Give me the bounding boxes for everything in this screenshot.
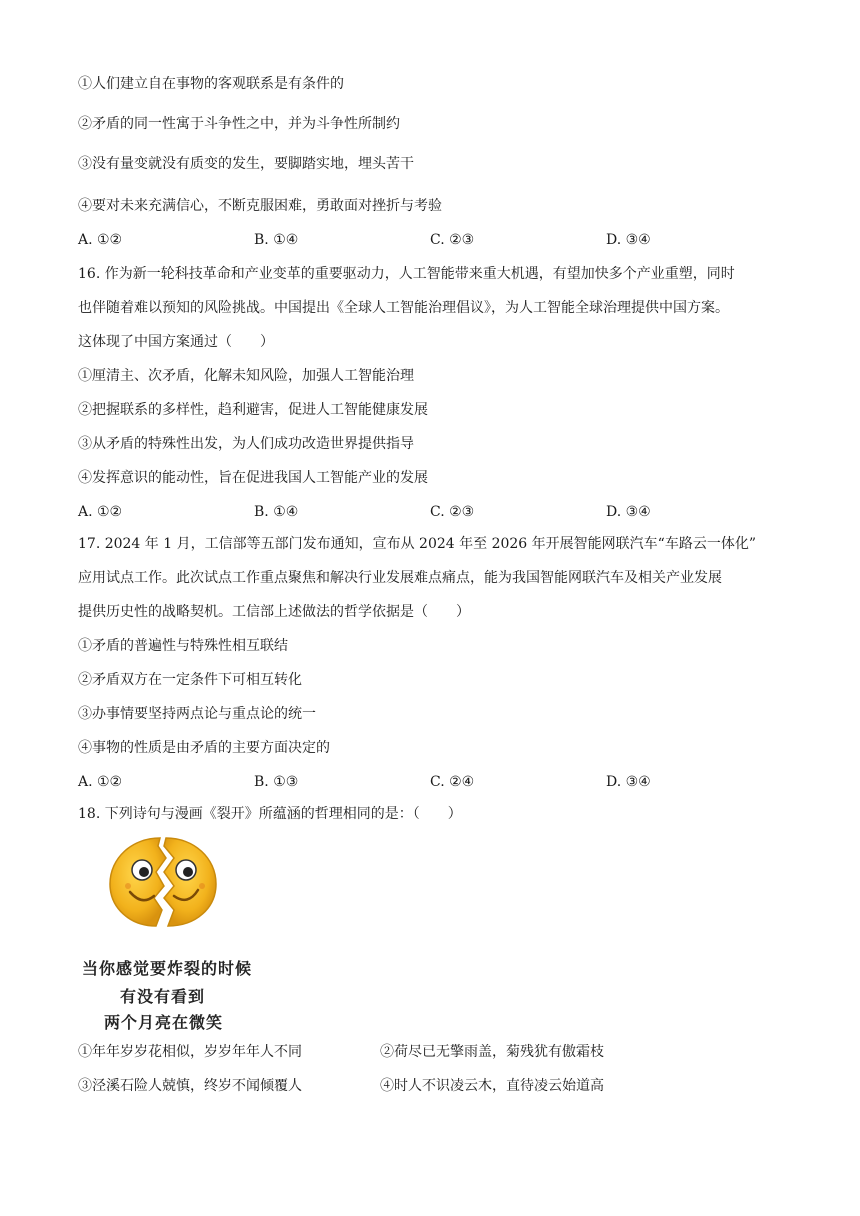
q16-item-1: ①厘清主、次矛盾，化解未知风险，加强人工智能治理 xyxy=(78,368,414,384)
q16-item-3: ③从矛盾的特殊性出发，为人们成功改造世界提供指导 xyxy=(78,436,414,452)
q18-item-4: ④时人不识凌云木，直待凌云始道高 xyxy=(380,1078,604,1094)
q16-options xyxy=(78,502,778,522)
option-c[interactable]: C. ②③ xyxy=(430,232,475,248)
option-a[interactable]: A. ①② xyxy=(78,774,123,790)
q17-item-4: ④事物的性质是由矛盾的主要方面决定的 xyxy=(78,740,330,756)
q16-stem-line-1: 16. 作为新一轮科技革命和产业变革的重要驱动力，人工智能带来重大机遇，有望加快多个产业重塑，同时 xyxy=(78,266,735,282)
q17-stem-line-2: 应用试点工作。此次试点工作重点聚焦和解决行业发展难点痛点，能为我国智能网联汽车及相关产业发展 xyxy=(78,570,722,586)
option-b[interactable]: B. ①④ xyxy=(254,504,299,520)
option-a[interactable]: A. ①② xyxy=(78,232,123,248)
q16-item-2: ②把握联系的多样性，趋利避害，促进人工智能健康发展 xyxy=(78,402,428,418)
q17-item-1: ①矛盾的普遍性与特殊性相互联结 xyxy=(78,638,288,654)
q18-items-row-1 xyxy=(78,1042,678,1062)
q15-item-2: ②矛盾的同一性寓于斗争性之中，并为斗争性所制约 xyxy=(78,116,400,132)
cartoon-caption-line-1: 当你感觉要炸裂的时候 xyxy=(82,959,253,978)
q15-item-3: ③没有量变就没有质变的发生，要脚踏实地，埋头苦干 xyxy=(78,156,414,172)
option-c[interactable]: C. ②③ xyxy=(430,504,475,520)
q15-item-4: ④要对未来充满信心，不断克服困难，勇敢面对挫折与考验 xyxy=(78,198,442,214)
option-c[interactable]: C. ②④ xyxy=(430,774,475,790)
cartoon-image xyxy=(78,832,258,1032)
q16-stem-line-3: 这体现了中国方案通过（ ） xyxy=(78,334,274,350)
q16-stem-line-2: 也伴随着难以预知的风险挑战。中国提出《全球人工智能治理倡议》，为人工智能全球治理提供中国方案。 xyxy=(78,300,729,316)
option-a[interactable]: A. ①② xyxy=(78,504,123,520)
q15-options xyxy=(78,230,778,250)
q18-items-row-2 xyxy=(78,1076,678,1096)
q17-item-2: ②矛盾双方在一定条件下可相互转化 xyxy=(78,672,302,688)
cartoon-caption-line-3: 两个月亮在微笑 xyxy=(104,1013,224,1032)
cartoon-caption-line-2: 有没有看到 xyxy=(120,987,206,1006)
q16-item-4: ④发挥意识的能动性，旨在促进我国人工智能产业的发展 xyxy=(78,470,428,486)
q18-item-3: ③泾溪石险人兢慎，终岁不闻倾覆人 xyxy=(78,1078,302,1094)
split-smiley-icon xyxy=(102,832,242,932)
q18-item-2: ②荷尽已无擎雨盖，菊残犹有傲霜枝 xyxy=(380,1044,604,1060)
option-d[interactable]: D. ③④ xyxy=(606,504,651,520)
option-d[interactable]: D. ③④ xyxy=(606,774,651,790)
option-b[interactable]: B. ①④ xyxy=(254,232,299,248)
q17-item-3: ③办事情要坚持两点论与重点论的统一 xyxy=(78,706,316,722)
q17-stem-line-1: 17. 2024 年 1 月，工信部等五部门发布通知，宣布从 2024 年至 2026 年开展智能网联汽车“车路云一体化” xyxy=(78,536,756,552)
q18-stem: 18. 下列诗句与漫画《裂开》所蕴涵的哲理相同的是：（ ） xyxy=(78,806,462,822)
option-b[interactable]: B. ①③ xyxy=(254,774,299,790)
q17-options xyxy=(78,772,778,792)
option-d[interactable]: D. ③④ xyxy=(606,232,651,248)
q15-item-1: ①人们建立自在事物的客观联系是有条件的 xyxy=(78,76,344,92)
q17-stem-line-3: 提供历史性的战略契机。工信部上述做法的哲学依据是（ ） xyxy=(78,604,470,620)
q18-item-1: ①年年岁岁花相似，岁岁年年人不同 xyxy=(78,1044,302,1060)
